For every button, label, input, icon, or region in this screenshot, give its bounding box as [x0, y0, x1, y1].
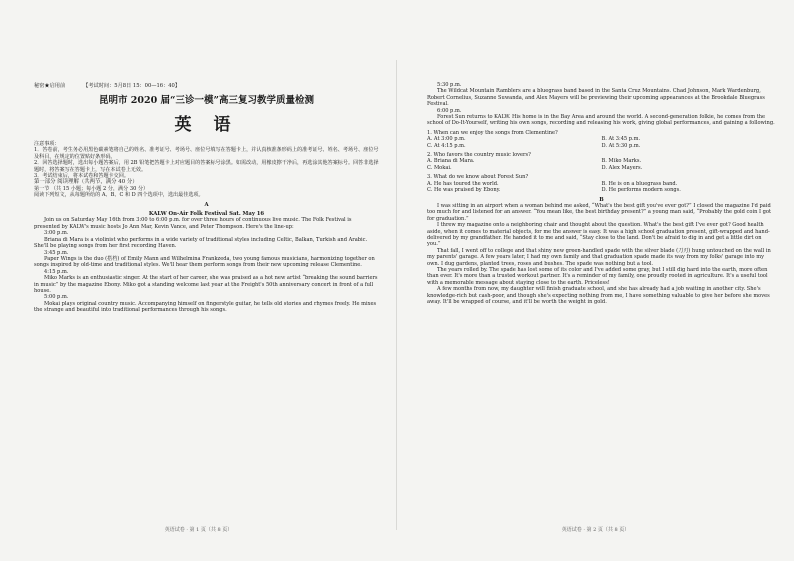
time-label: 4:15 p.m.	[44, 268, 69, 275]
option-d: D. At 5:30 p.m.	[601, 142, 641, 149]
time-label: 3:00 p.m.	[44, 230, 69, 237]
paragraph: A few months from now, my daughter will finish graduate school, and she has already had a job waiting in another city. She's knowledge-rich but cash-poor, and though she's expecting nothing from me, I have something valuable to give her before she moves away. It'll be wrapped of course, and it'll be worth the weight in gold.	[427, 286, 770, 305]
option-d: D. He performs modern songs.	[601, 187, 681, 194]
option-b: B. At 3:45 p.m.	[601, 136, 641, 143]
option-a: A. At 3:00 p.m.	[427, 136, 466, 143]
note-2: 2．回答选择题时，选出每小题答案后，用 2B 铅笔把答题卡上对应题目的答案标号涂黑。如需改动，用橡皮擦干净后，再选涂其他答案标号。回答非选择题时，将答案写在答题卡上，写在本试卷上无效。	[34, 160, 379, 173]
passage-b	[427, 203, 776, 306]
paragraph: That fall, I went off to college and that shiny new green-handled spade with the silver blade (刀刃) hung untouched on the wall in my parents' garage. A few years later, I had my own family and that graduation spade made its way from my folks' garage into my own. I dug gardens, planted trees, roses and bushes. The spade was nothing but a tool.	[427, 247, 771, 267]
paragraph: The Wildcat Mountain Ramblers are a bluegrass band based in the Santa Cruz Mountains. Chad Johnson, Mark Wardenburg, Robert Cornelius, Suzanne Suwanda, and Alex Mayers will be previewing their upcoming appearances at the Brookdale Bluegrass Festival.	[427, 88, 765, 108]
paragraph: Miko Marks is an enthusiastic singer. At the start of her career, she was praised as a hot new artist “breaking the sound barriers in music” by the magazine Ebony. Miko got a standing welcome last year at the Freight's 50th anniversary concert in front of a full house.	[34, 275, 378, 294]
paragraph: Forest Sun returns to KALW. His home is in the Bay Area and around the world. A second-generation folkie, he comes from the school of Do-It-Yourself, writing his own songs, recording and releasing his work, giving global performances, and gaining a following.	[427, 114, 775, 127]
question-3	[427, 174, 776, 193]
passage-title: KALW On-Air Folk Festival Sat. May 16	[148, 211, 265, 218]
exam-meta	[34, 82, 379, 89]
paragraph: Paper Wings is the duo (搭档) of Emily Mann and Wilhelmina Frankzeda, two young famous musicians, harmonizing together on songs inspired by old-time and traditional styles. We'll hear them perform songs from their new upcoming release Clementine.	[34, 255, 375, 269]
option-b: B. He is on a bluegrass band.	[601, 180, 678, 187]
notes-section	[34, 141, 379, 179]
option-a: A. Briana di Mara.	[427, 158, 475, 165]
question-stem: 2. Who favors the country music lovers?	[427, 152, 531, 159]
confidential-mark: 秘密★启用前	[34, 83, 66, 89]
exam-time: 【考试时间：5月8日 15：00—16：40】	[83, 83, 181, 89]
time-label: 6:00 p.m.	[437, 107, 462, 114]
section-title: 第一节 （共 15 小题；每小题 2 分，满分 30 分）	[34, 185, 149, 192]
page-2	[397, 0, 794, 561]
time-label: 5:00 p.m.	[44, 294, 69, 301]
question-stem: 3. What do we know about Forest Sun?	[427, 174, 529, 181]
notes-title: 注意事项：	[34, 141, 60, 147]
option-b: B. Miko Marks.	[601, 158, 642, 165]
note-1: 1．答卷前，考生务必用黑色碳素笔将自己的姓名、准考证号、考场号、座位号填写在答题卡上，并认真核准条形码上的准考证号、姓名、考场号、座位号及科目，在规定的位置贴好条形码。	[34, 147, 379, 160]
note-3: 3．考试结束后，将本试卷和答题卡交回。	[34, 173, 129, 180]
question-stem: 1. When can we enjoy the songs from Clementine?	[427, 129, 558, 136]
exam-title: 昆明市 2020 届“三诊一模”高三复习教学质量检测	[99, 95, 314, 106]
time-label: 5:30 p.m.	[437, 82, 462, 88]
passage-a	[34, 217, 379, 313]
passage-a-continued	[427, 82, 776, 127]
passage-label: A	[204, 201, 209, 208]
option-c: C. He was praised by Ebony.	[427, 187, 501, 194]
page-footer: 英语试卷 · 第 2 页（共 8 页）	[561, 527, 630, 533]
question-2	[427, 152, 776, 171]
question-1	[427, 130, 776, 149]
page-footer: 英语试卷 · 第 1 页（共 8 页）	[164, 527, 233, 533]
paragraph: I threw my magazine onto a neighboring chair and thought about the question. What's the best gift I've ever got? Good health aside, when it comes to material objects, for me the answer is easy. It was a high school graduation present, gift-wrapped and hand-delivered by my grandfather. He handed it to me and said, “Stay close to the land. Don't be afraid to dig in and get a little dirt on you.”	[427, 222, 770, 248]
part-title: 第一部分 阅读理解（共两节，满分 40 分）	[34, 179, 138, 186]
paragraph: Mokai plays original country music. Accompanying himself on fingerstyle guitar, he tells old stories and rhymes freely. He mixes the strange and beautiful into traditional performances through his songs.	[34, 300, 377, 314]
instruction: 阅读下列短文，从每题所给的 A、B、C 和 D 四个选项中，选出最佳选项。	[34, 192, 204, 199]
option-d: D. Alex Mayers.	[601, 164, 643, 171]
option-c: C. Mokai.	[427, 164, 452, 171]
time-label: 3:45 p.m.	[44, 249, 69, 256]
passage-label: B	[599, 196, 604, 203]
reading-section	[34, 179, 379, 198]
paragraph: I was sitting in an airport when a woman behind me asked, “What's the best gift you've ever got?” I closed the magazine I'd paid too much for and listened for an answer. “You mean like, the best birthday present?” a young man said, “Probably the gold coin I got for graduation.”	[427, 202, 771, 222]
subject-title: 英 语	[174, 115, 239, 135]
paragraph: The years rolled by. The spade has lost some of its color and I've added some gray, but I still dig hard into the earth, more often than ever. It's more than a trusted workout partner. It's a reminder of my family, one proudly rooted in agriculture. It's a useful tool with a memorable message about staying close to the earth. Priceless!	[427, 266, 768, 286]
paragraph: Join us on Saturday May 16th from 3:00 to 6:00 p.m. for over three hours of continuous live music. The Folk Festival is presented by KALW's music hosts Jo Ann Mar, Kevin Vance, and Peter Thompson. Here's the line-up:	[34, 217, 352, 230]
paragraph: Briana di Mara is a violinist who performs in a wide variety of traditional styles including Celtic, Balkan, Turkish and Arabic. She'll be playing songs from her first recording Haven.	[34, 236, 368, 250]
option-c: C. At 4:15 p.m.	[427, 142, 466, 149]
option-a: A. He has toured the world.	[427, 180, 499, 187]
questions-a	[427, 130, 776, 194]
